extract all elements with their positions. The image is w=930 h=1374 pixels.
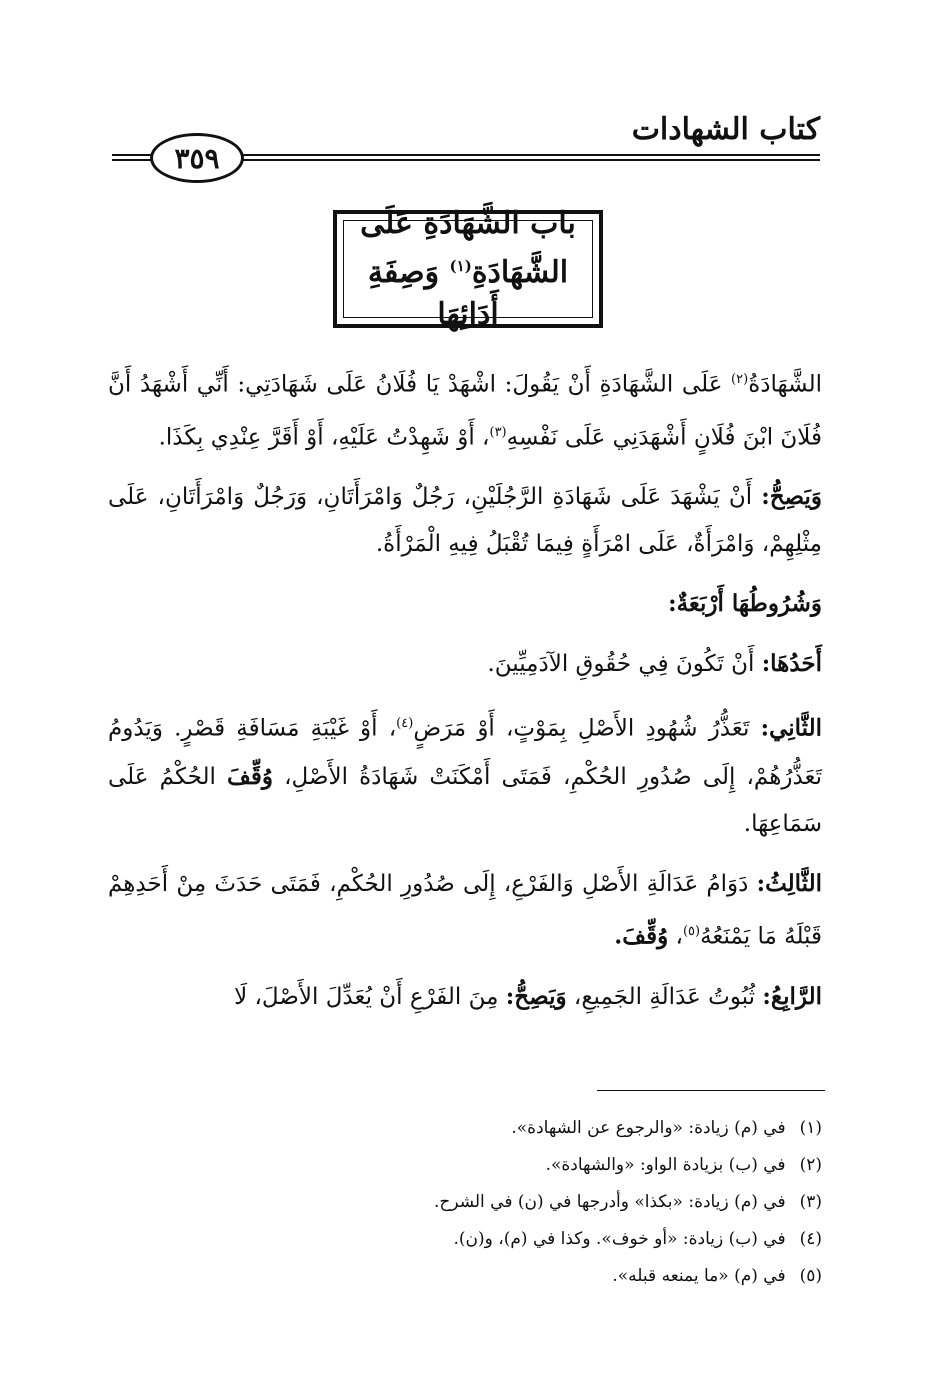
- keyword: أَحَدُهَا:: [761, 650, 822, 678]
- footnote-number: (٥): [799, 1266, 822, 1286]
- footnote-text: في (م) زيادة: «والرجوع عن الشهادة».: [511, 1118, 786, 1138]
- keyword: وَيَصِحُّ:: [761, 483, 823, 511]
- keyword: الثَّانِي:: [760, 714, 823, 742]
- text-span: مِنَ الفَرْعِ أَنْ يُعَدِّلَ الأَصْلَ، لَا: [234, 983, 499, 1010]
- text-span: ثُبُوتُ عَدَالَةِ الجَمِيعِ،: [573, 983, 756, 1010]
- chapter-title-line2: [337, 245, 599, 336]
- footnote-separator: [597, 1090, 825, 1091]
- footnote-number: (١): [799, 1118, 822, 1138]
- footnote: [108, 1147, 822, 1184]
- page-number-text: ٣٥٩: [174, 141, 220, 175]
- keyword: وَيَصِحُّ:: [505, 982, 567, 1010]
- running-title: كتاب الشهادات: [631, 112, 820, 147]
- footnote: [108, 1221, 822, 1258]
- footnote-ref: (١): [449, 256, 472, 275]
- keyword: الثَّالِثُ:: [756, 869, 823, 897]
- paragraph: [108, 580, 822, 628]
- text-span: ، أَوْ غَيْبَةِ مَسَافَةِ قَصْرٍ. وَيَدُومُ تَعَذُّرُهُمْ، إِلَى صُدُورِ الحُكْمِ، فَمَتَى أَمْكَنَتْ شَهَادَةُ الأَصْلِ،: [108, 715, 823, 790]
- paragraph: [108, 860, 822, 961]
- text-span: أَنْ تَكُونَ فِي حُقُوقِ الآدَمِيِّينَ.: [487, 651, 755, 678]
- text-span: تَعَذُّرُ شُهُودِ الأَصْلِ بِمَوْتٍ، أَوْ مَرَضٍ: [413, 715, 750, 742]
- chapter-title-line1: باب الشَّهَادَةِ عَلَى: [360, 205, 576, 241]
- paragraph: [108, 700, 822, 848]
- text-span: الشَّهَادَةُ: [748, 371, 823, 398]
- keyword: وُقِّفَ.: [614, 922, 669, 950]
- footnote-number: (٣): [799, 1192, 822, 1212]
- footnote-ref: (٢): [731, 372, 749, 387]
- text-span: ، أَوْ شَهِدْتُ عَلَيْهِ، أَوْ أَقَرَّ عِنْدِي بِكَذَا.: [158, 424, 490, 451]
- chapter-title: [337, 203, 599, 336]
- paragraph: [108, 473, 822, 568]
- footnote-number: (٤): [799, 1229, 822, 1249]
- text-span: الحُكْمُ عَلَى سَمَاعِهَا.: [108, 763, 822, 837]
- keyword: وُقِّفَ: [227, 762, 273, 790]
- footnote-ref: (٤): [396, 716, 414, 732]
- chapter-title-line2-b: وَصِفَةِ أَدَائِهَا: [367, 254, 499, 332]
- keyword: الرَّابِعُ:: [762, 982, 822, 1010]
- chapter-title-line2-a: الشَّهَادَةِ: [471, 254, 569, 290]
- main-text: [108, 356, 822, 1033]
- footnote-text: في (ب) بزيادة الواو: «والشهادة».: [545, 1155, 786, 1175]
- footnote: [108, 1258, 822, 1295]
- paragraph: [108, 640, 822, 688]
- text-span: ،: [675, 923, 683, 950]
- footnote-text: في (م) «ما يمنعه قبله».: [612, 1266, 786, 1286]
- paragraph: [108, 356, 822, 461]
- chapter-title-box: [333, 205, 603, 332]
- paragraph: [108, 973, 822, 1021]
- keyword: وَشُرُوطُهَا أَرْبَعَةٌ:: [668, 590, 822, 618]
- page-number: [150, 133, 244, 183]
- text-span: أَنْ يَشْهَدَ عَلَى شَهَادَةِ الرَّجُلَيْنِ، رَجُلٌ وَامْرَأَتَانِ، وَرَجُلٌ وَامْرَأَتَانِ، عَلَى مِثْلِهِمْ، وَامْرَأَةٌ، عَلَى امْرَأَةٍ فِيمَا تُقْبَلُ فِيهِ الْمَرْأَةُ.: [108, 484, 822, 558]
- text-span: عَلَى الشَّهَادَةِ أَنْ يَقُولَ: اشْهَدْ يَا فُلَانُ عَلَى شَهَادَتِي: أَنِّي أَشْهَدُ أَنَّ فُلَانَ ابْنَ فُلَانٍ أَشْهَدَنِي عَلَى نَفْسِهِ: [108, 371, 822, 451]
- header-rule: [235, 154, 820, 161]
- text-span: دَوَامُ عَدَالَةِ الأَصْلِ وَالفَرْعِ، إِلَى صُدُورِ الحُكْمِ، فَمَتَى حَدَثَ مِنْ أَحَدِهِمْ قَبْلَهُ مَا يَمْنَعُهُ: [108, 870, 822, 950]
- footnote-text: في (م) زيادة: «بكذا» وأدرجها في (ن) في الشرح.: [433, 1192, 786, 1212]
- footnote-number: (٢): [799, 1155, 822, 1175]
- footnote: [108, 1184, 822, 1221]
- footnotes: [108, 1110, 822, 1295]
- footnote-text: في (ب) زيادة: «أو خوف». وكذا في (م)، و(ن).: [453, 1229, 786, 1249]
- footnote: [108, 1110, 822, 1147]
- footnote-ref: (٣): [489, 424, 507, 440]
- footnote-ref: (٥): [682, 923, 701, 939]
